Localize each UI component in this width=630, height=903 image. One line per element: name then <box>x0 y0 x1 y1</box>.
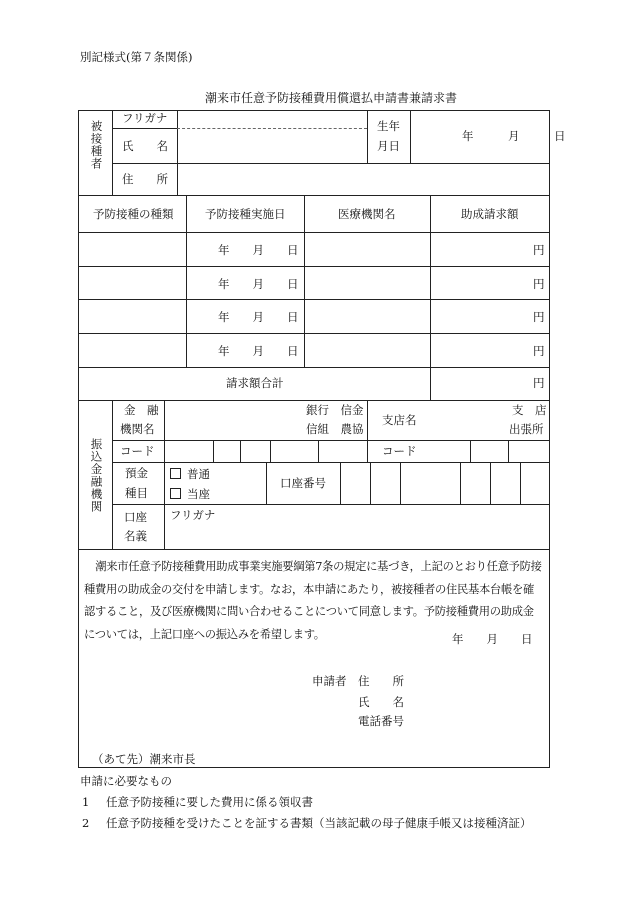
account-holder-label-1: 口座 <box>124 510 147 524</box>
branch-type-2: 出張所 <box>509 422 544 436</box>
form-reference: 別記様式(第７条関係) <box>80 50 193 64</box>
column-medical-institution: 医療機関名 <box>338 207 396 221</box>
table-row-amount[interactable]: 円 <box>533 243 545 257</box>
ordinary-checkbox[interactable] <box>170 468 210 481</box>
total-label: 請求額合計 <box>226 376 284 390</box>
account-holder-label-2: 名義 <box>124 529 147 543</box>
column-vaccination-date: 予防接種実施日 <box>205 207 286 221</box>
institution-label-1: 金 融 <box>124 403 159 417</box>
table-row-date[interactable]: 年 月 日 <box>218 310 299 324</box>
applicant-name-label: 氏 名 <box>358 695 404 709</box>
institution-type-line-2: 信組 農協 <box>306 422 364 436</box>
address-field[interactable] <box>180 166 548 193</box>
application-date[interactable]: 年 月 日 <box>452 632 533 646</box>
applicant-phone-label: 電話番号 <box>358 714 404 728</box>
total-amount[interactable]: 円 <box>533 376 545 390</box>
column-claim-amount: 助成請求額 <box>461 207 519 221</box>
ordinary-label: 普通 <box>187 467 210 481</box>
applicant-address-label: 住 所 <box>358 674 404 688</box>
patient-section-label: 被接種者 <box>89 120 104 170</box>
current-checkbox[interactable] <box>170 488 210 501</box>
birth-label-1: 生年 <box>377 119 400 133</box>
birth-label-2: 月日 <box>377 139 400 153</box>
institution-type-line-1: 銀行 信金 <box>306 403 364 417</box>
deposit-type-label-2: 種目 <box>125 486 148 500</box>
table-row-date[interactable]: 年 月 日 <box>218 277 299 291</box>
account-holder-field[interactable] <box>168 524 546 546</box>
requirement-text: 任意予防接種に要した費用に係る領収書 <box>106 795 313 809</box>
current-label: 当座 <box>187 487 210 501</box>
column-vaccine-type: 予防接種の種類 <box>93 207 174 221</box>
deposit-type-label-1: 預金 <box>125 466 148 480</box>
furigana-label: フリガナ <box>122 111 168 125</box>
table-row-date[interactable]: 年 月 日 <box>218 344 299 358</box>
table-row-amount[interactable]: 円 <box>533 277 545 291</box>
name-field[interactable] <box>180 131 364 161</box>
requirement-number: 2 <box>82 816 90 830</box>
table-row-amount[interactable]: 円 <box>533 310 545 324</box>
addressee: （あて先）潮来市長 <box>92 752 196 766</box>
applicant-label: 申請者 <box>312 674 347 688</box>
birth-date-field[interactable]: 年 月 日 <box>462 129 566 143</box>
branch-code-label: コード <box>382 444 417 458</box>
table-row-amount[interactable]: 円 <box>533 344 545 358</box>
table-row-date[interactable]: 年 月 日 <box>218 243 299 257</box>
declaration-text: 潮来市任意予防接種費用助成事業実施要綱第7条の規定に基づき，上記のとおり任意予防接種費用の助成金の交付を申請します。なお，本申請にあたり，被接種者の住民基本台帳を確認すること，及び医療機関に問い合わせることについて同意します。予防接種費用の助成金については，上記口座への振込みを希望します。 <box>84 560 542 641</box>
checkbox-icon[interactable] <box>170 468 181 479</box>
requirement-number: 1 <box>82 795 90 809</box>
address-label: 住 所 <box>122 172 168 186</box>
institution-label-2: 機関名 <box>120 422 155 436</box>
requirement-text: 任意予防接種を受けたことを証する書類（当該記載の母子健康手帳又は接種済証） <box>106 816 532 830</box>
account-holder-furigana: フリガナ <box>170 508 216 522</box>
institution-name-field[interactable] <box>168 403 303 438</box>
checkbox-icon[interactable] <box>170 488 181 499</box>
bank-section-label: 振込金融機関 <box>89 438 104 513</box>
form-title: 潮来市任意予防接種費用償還払申請書兼請求書 <box>205 91 458 105</box>
requirements-heading: 申請に必要なもの <box>80 774 172 788</box>
branch-type-1: 支 店 <box>512 403 547 417</box>
branch-name-field[interactable] <box>433 403 505 438</box>
name-label: 氏 名 <box>122 139 168 153</box>
bank-code-label: コード <box>120 444 155 458</box>
account-number-label: 口座番号 <box>280 476 326 490</box>
branch-label: 支店名 <box>382 413 417 427</box>
